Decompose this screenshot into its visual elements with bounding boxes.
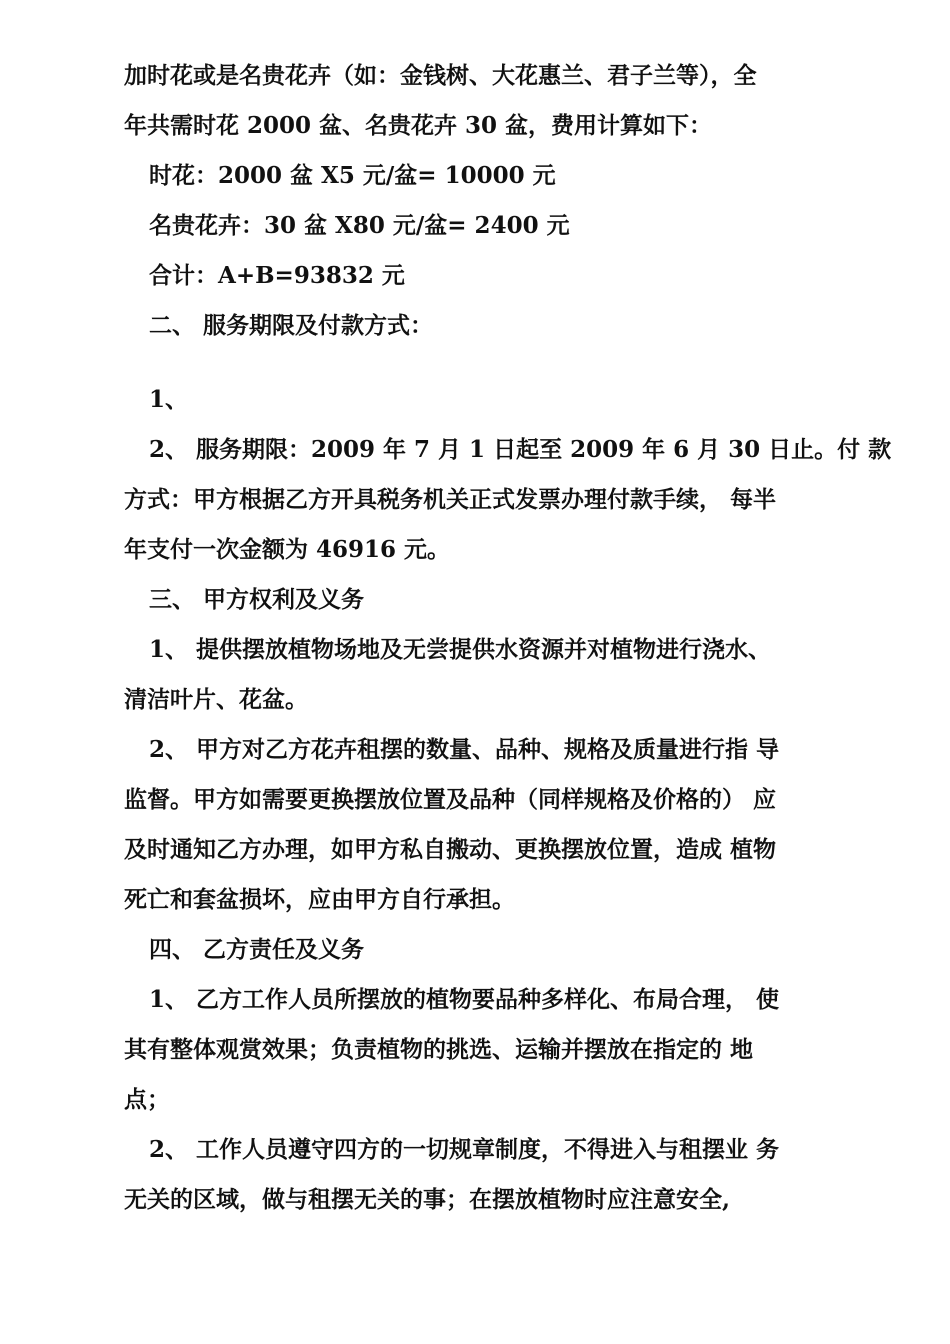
text-line-premium-cost: 名贵花卉：30 盆 X80 元/盆= 2400 元 (149, 212, 570, 239)
text-line-4-2b: 无关的区域，做与租摆无关的事；在摆放植物时应注意安全, (124, 1186, 731, 1213)
section-heading-3: 三、 甲方权利及义务 (149, 586, 365, 613)
text-line-4-1c: 点； (124, 1086, 170, 1113)
text-line-service-period: 2、 服务期限：2009 年 7 月 1 日起至 2009 年 6 月 30 日止。付 款 (149, 436, 892, 463)
section-heading-2: 二、 服务期限及付款方式： (149, 312, 434, 339)
text-line-3-2c: 及时通知乙方办理，如甲方私自搬动、更换摆放位置，造成 植物 (124, 836, 777, 863)
text-line-4-2a: 2、 工作人员遵守四方的一切规章制度，不得进入与租摆业 务 (149, 1136, 780, 1163)
text-line-4-1b: 其有整体观赏效果；负责植物的挑选、运输并摆放在指定的 地 (124, 1036, 754, 1063)
text-line-seasonal-cost: 时花：2000 盆 X5 元/盆= 10000 元 (149, 162, 556, 189)
text-line-3-1b: 清洁叶片、花盆。 (124, 686, 308, 713)
text-line-3-2a: 2、 甲方对乙方花卉租摆的数量、品种、规格及质量进行指 导 (149, 736, 780, 763)
section-heading-4: 四、 乙方责任及义务 (149, 936, 365, 963)
text-line-total: 合计：A+B=93832 元 (149, 262, 405, 289)
text-line-3-2d: 死亡和套盆损坏，应由甲方自行承担。 (124, 886, 515, 913)
list-item-2-1: 1、 (149, 386, 189, 413)
text-line-cont-flowers: 加时花或是名贵花卉（如：金钱树、大花惠兰、君子兰等），全 (124, 62, 757, 89)
text-line-payment-method: 方式：甲方根据乙方开具税务机关正式发票办理付款手续， 每半 (124, 486, 777, 513)
text-line-3-1a: 1、 提供摆放植物场地及无尝提供水资源并对植物进行浇水、 (149, 636, 772, 663)
text-line-4-1a: 1、 乙方工作人员所摆放的植物要品种多样化、布局合理， 使 (149, 986, 780, 1013)
text-line-annual-quantity: 年共需时花 2000 盆、名贵花卉 30 盆，费用计算如下： (124, 112, 713, 139)
text-line-semiannual-amount: 年支付一次金额为 46916 元。 (124, 536, 451, 563)
text-line-3-2b: 监督。甲方如需要更换摆放位置及品种（同样规格及价格的） 应 (124, 786, 777, 813)
